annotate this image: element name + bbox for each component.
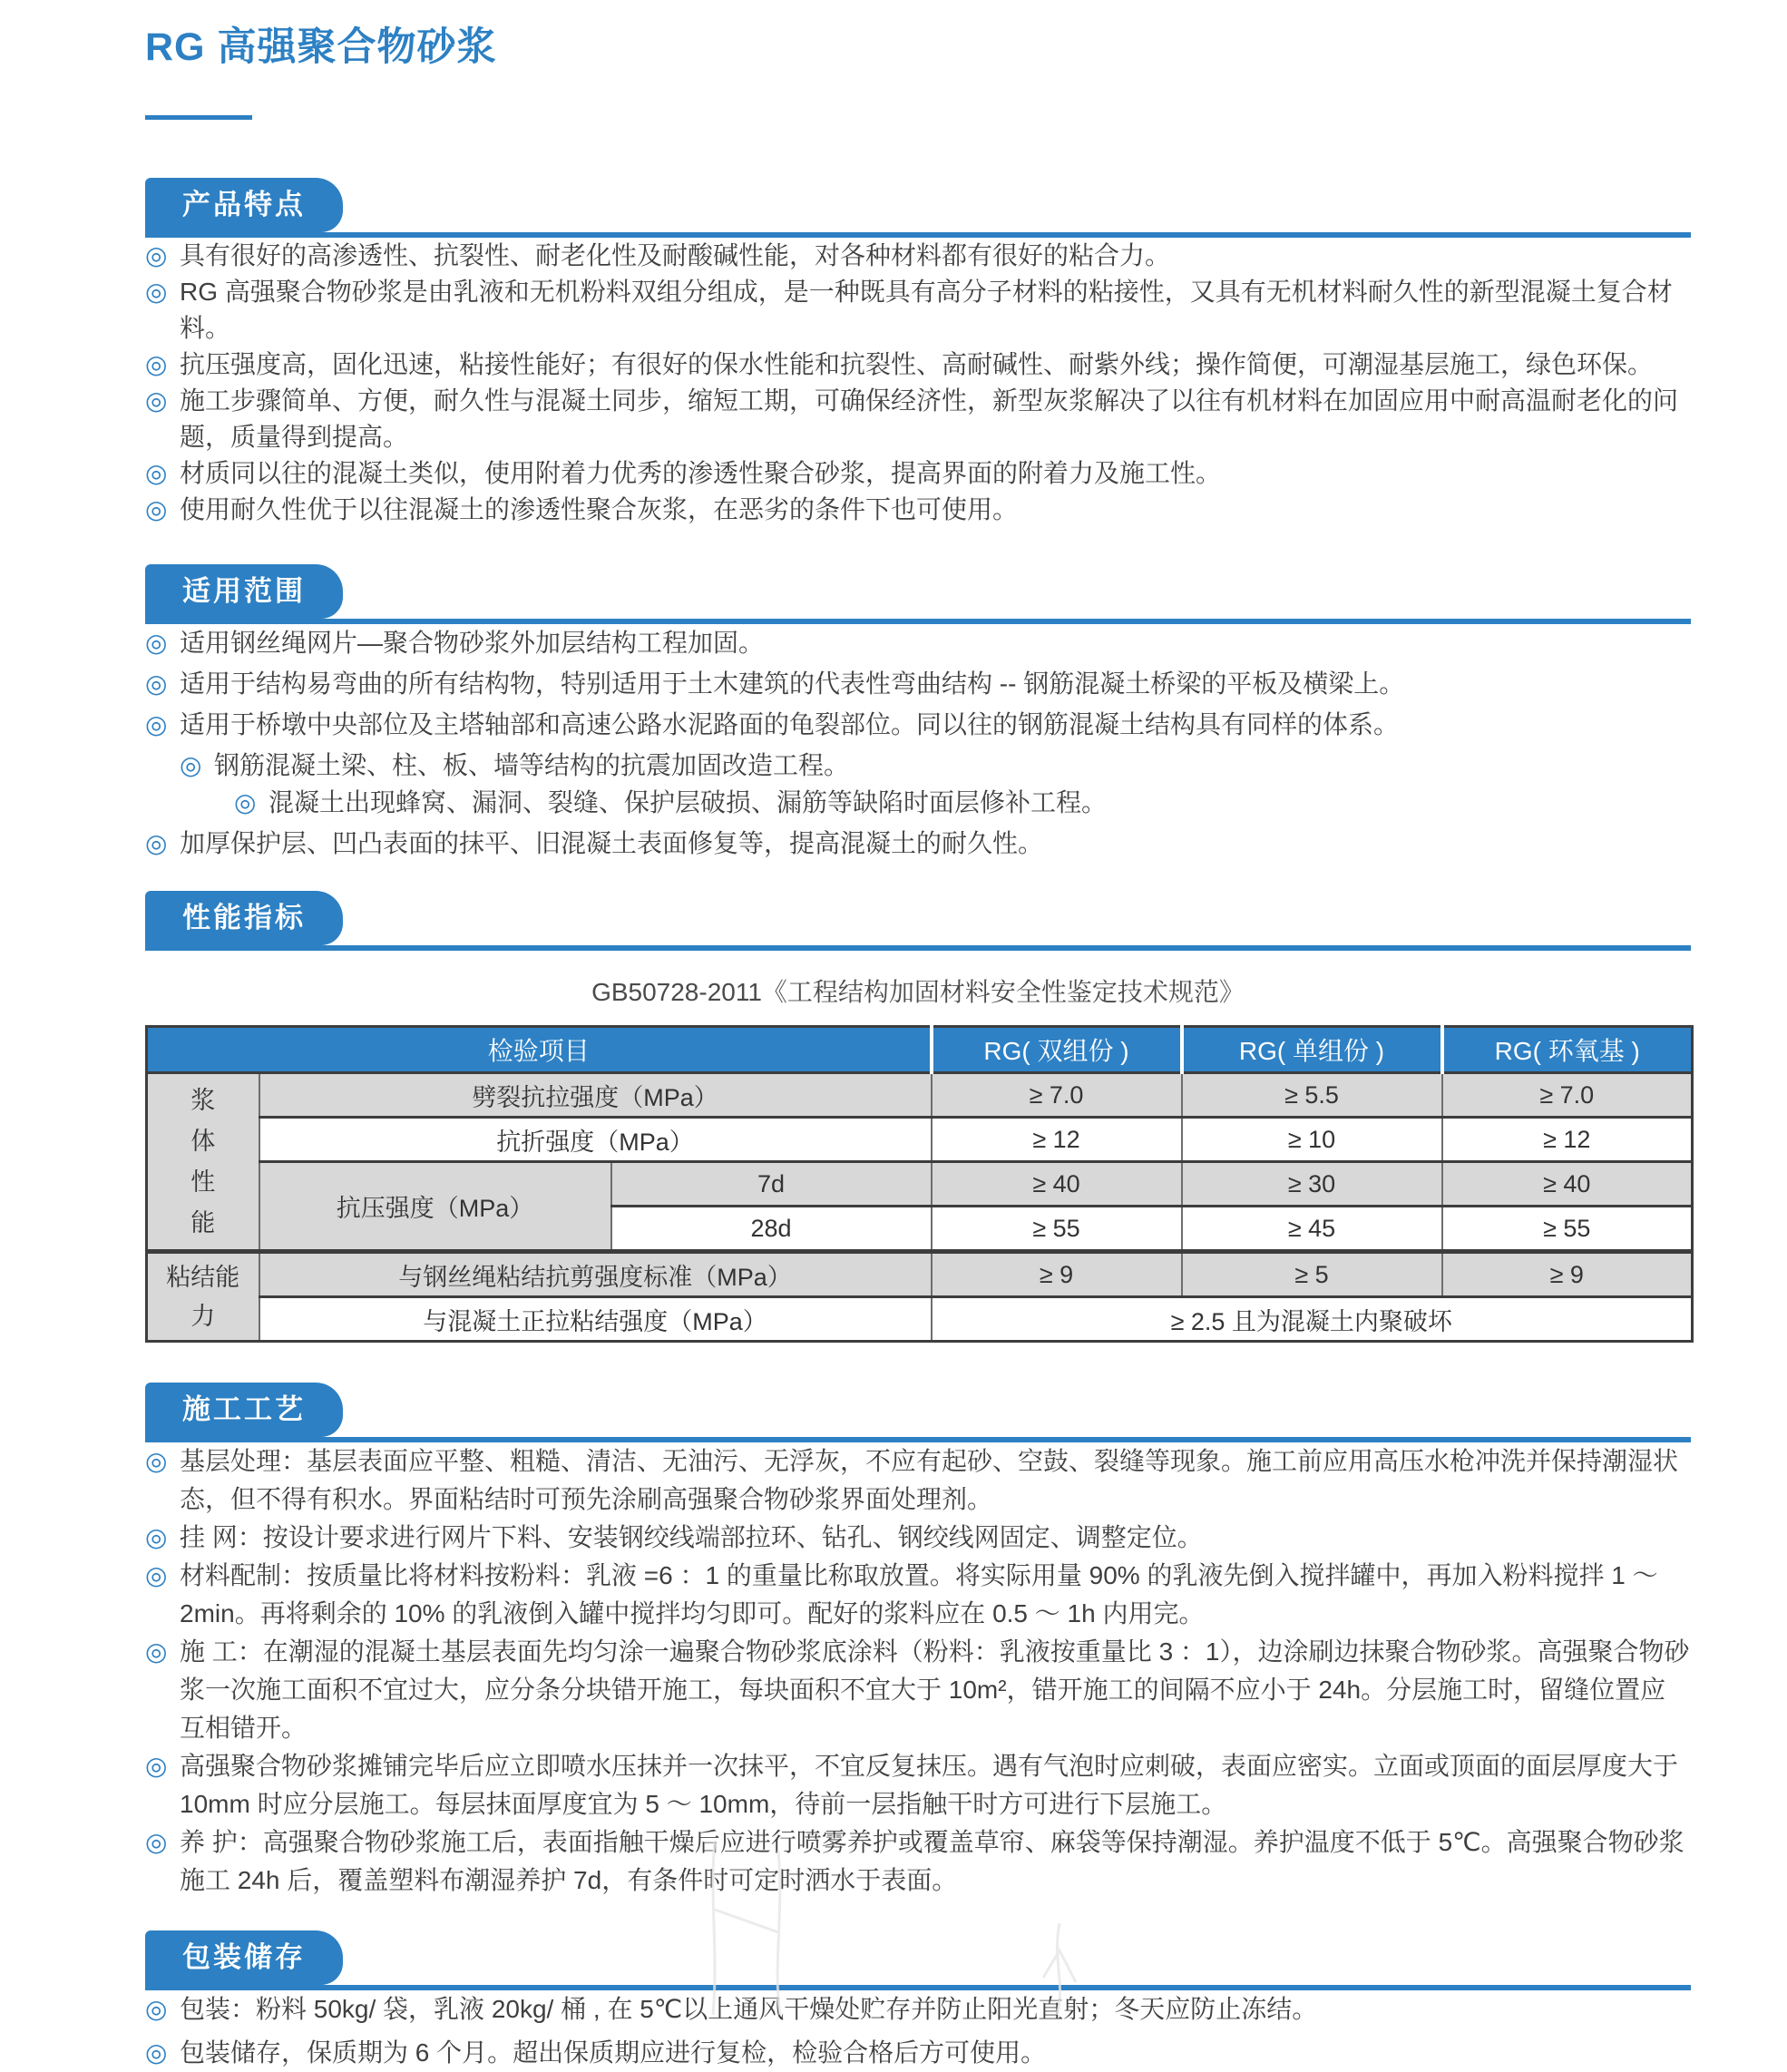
packaging-item	[145, 1990, 1691, 2028]
scope-item	[145, 706, 1691, 743]
bullet-icon: ◎	[180, 751, 202, 779]
value-cell: ≥ 12	[1442, 1118, 1693, 1162]
scope-item-text: 适用于结构易弯曲的所有结构物，特别适用于土木建筑的代表性弯曲结构 -- 钢筋混凝土桥梁的平板及横梁上。	[180, 669, 1405, 698]
table-row-shear-steel-rope	[147, 1252, 1693, 1297]
row-label: 劈裂抗拉强度（MPa）	[259, 1073, 932, 1118]
feature-item-text: 施工步骤简单、方便，耐久性与混凝土同步，缩短工期，可确保经济性，新型灰浆解决了以往有机材料在加固应用中耐高温耐老化的问题，质量得到提高。	[180, 386, 1679, 451]
section-rule	[145, 178, 1691, 238]
packaging-item-text: 包装储存，保质期为 6 个月。超出保质期应进行复检，检验合格后方可使用。	[180, 2038, 1047, 2067]
value-cell: ≥ 9	[932, 1252, 1182, 1297]
section-packaging	[145, 1930, 1691, 2072]
value-cell: ≥ 55	[932, 1207, 1182, 1252]
title-underline	[145, 115, 252, 120]
bullet-icon: ◎	[145, 669, 168, 698]
construction-item	[145, 1519, 1691, 1557]
section-heading-tab: 适用范围	[145, 564, 343, 619]
construction-list	[145, 1442, 1691, 1900]
packaging-list	[145, 1990, 1691, 2072]
bullet-icon: ◎	[145, 1828, 168, 1856]
performance-table	[145, 1025, 1694, 1343]
value-cell: ≥ 7.0	[932, 1073, 1182, 1118]
features-list	[145, 238, 1691, 528]
bullet-icon: ◎	[234, 788, 257, 816]
section-heading-tab: 施工工艺	[145, 1383, 343, 1437]
construction-item	[145, 1633, 1691, 1747]
feature-item	[145, 455, 1691, 492]
row-sublabel-28d: 28d	[611, 1207, 932, 1252]
value-cell-merged: ≥ 2.5 且为混凝土内聚破坏	[932, 1297, 1693, 1342]
section-rule	[145, 564, 1691, 624]
bullet-icon: ◎	[145, 829, 168, 857]
value-cell: ≥ 5	[1182, 1252, 1442, 1297]
row-sublabel-7d: 7d	[611, 1162, 932, 1207]
row-label: 抗折强度（MPa）	[259, 1118, 932, 1162]
scope-item-text: 混凝土出现蜂窝、漏洞、裂缝、保护层破损、漏筋等缺陷时面层修补工程。	[269, 788, 1108, 816]
feature-item	[145, 238, 1691, 274]
bullet-icon: ◎	[145, 241, 168, 269]
section-construction	[145, 1383, 1691, 1900]
bullet-icon: ◎	[145, 1995, 168, 2023]
table-row-flexural	[147, 1118, 1693, 1162]
construction-item-text: 挂 网：按设计要求进行网片下料、安装钢绞线端部拉环、钻孔、钢绞线网固定、调整定位。	[180, 1523, 1203, 1551]
value-cell: ≥ 12	[932, 1118, 1182, 1162]
bullet-icon: ◎	[145, 629, 168, 657]
value-cell: ≥ 40	[932, 1162, 1182, 1207]
bullet-icon: ◎	[145, 1561, 168, 1589]
construction-item-text: 养 护：高强聚合物砂浆施工后，表面指触干燥后应进行喷雾养护或覆盖草帘、麻袋等保持潮湿。养护温度不低于 5℃。高强聚合物砂浆施工 24h 后，覆盖塑料布潮湿养护 7d，有条件时可定时洒水于表面。	[180, 1828, 1684, 1894]
section-performance	[145, 891, 1691, 1343]
construction-item-text: 材料配制：按质量比将材料按粉料：乳液 =6 ：1 的重量比称取放置。将实际用量 90% 的乳液先倒入搅拌罐中，再加入粉料搅拌 1 ～ 2min。再将剩余的 10% 的乳液倒入罐中搅拌均匀即可。配好的浆料应在 0.5 ～ 1h 内用完。	[180, 1561, 1658, 1627]
scope-item-text: 适用钢丝绳网片—聚合物砂浆外加层结构工程加固。	[180, 629, 765, 657]
scope-item	[145, 624, 1691, 661]
bullet-icon: ◎	[145, 1752, 168, 1780]
table-row-compressive-7d	[147, 1162, 1693, 1207]
scope-list	[145, 624, 1691, 862]
value-cell: ≥ 9	[1442, 1252, 1693, 1297]
construction-item-text: 基层处理：基层表面应平整、粗糙、清洁、无油污、无浮灰，不应有起砂、空鼓、裂缝等现象。施工前应用高压水枪冲洗并保持潮湿状态，但不得有积水。界面粘结时可预先涂刷高强聚合物砂浆界面处理剂。	[180, 1447, 1679, 1513]
value-cell: ≥ 5.5	[1182, 1073, 1442, 1118]
feature-item	[145, 383, 1691, 455]
row-label-compressive: 抗压强度（MPa）	[259, 1162, 611, 1252]
value-cell: ≥ 55	[1442, 1207, 1693, 1252]
row-group-bonding-capacity: 粘结能力	[147, 1252, 259, 1342]
bullet-icon: ◎	[145, 459, 168, 487]
section-scope	[145, 564, 1691, 862]
bullet-icon: ◎	[145, 386, 168, 415]
performance-standard-caption: GB50728-2011《工程结构加固材料安全性鉴定技术规范》	[591, 978, 1245, 1006]
construction-item-text: 施 工：在潮湿的混凝土基层表面先均匀涂一遍聚合物砂浆底涂料（粉料：乳液按重量比 3 ：1），边涂刷边抹聚合物砂浆。高强聚合物砂浆一次施工面积不宜过大，应分条分块错开施工，每块面积不宜大于 10m²，错开施工的间隔不应小于 24h。分层施工时，留缝位置应互相错开。	[180, 1637, 1690, 1742]
construction-item	[145, 1557, 1691, 1633]
feature-item-text: 抗压强度高，固化迅速，粘接性能好；有很好的保水性能和抗裂性、高耐碱性、耐紫外线；操作简便，可潮湿基层施工，绿色环保。	[180, 350, 1654, 378]
construction-item	[145, 1747, 1691, 1823]
feature-item	[145, 274, 1691, 347]
value-cell: ≥ 30	[1182, 1162, 1442, 1207]
feature-item-text: RG 高强聚合物砂浆是由乳液和无机粉料双组分组成，是一种既具有高分子材料的粘接性，又具有无机材料耐久性的新型混凝土复合材料。	[180, 278, 1673, 342]
construction-item	[145, 1823, 1691, 1900]
scope-item	[234, 784, 1107, 821]
feature-item	[145, 347, 1691, 383]
value-cell: ≥ 40	[1442, 1162, 1693, 1207]
scope-item	[145, 825, 1691, 862]
section-heading-tab: 性能指标	[145, 891, 343, 945]
bullet-icon: ◎	[145, 1523, 168, 1551]
page-title: RG 高强聚合物砂浆	[145, 25, 497, 69]
scope-item-pair	[145, 747, 1691, 821]
value-cell: ≥ 45	[1182, 1207, 1442, 1252]
table-header-rg-one-component: RG( 单组份 )	[1182, 1027, 1442, 1073]
table-header-rg-two-component: RG( 双组份 )	[932, 1027, 1182, 1073]
row-label: 与混凝土正拉粘结强度（MPa）	[259, 1297, 932, 1342]
feature-item-text: 材质同以往的混凝土类似，使用附着力优秀的渗透性聚合砂浆，提高界面的附着力及施工性。	[180, 459, 1222, 487]
table-header-item: 检验项目	[147, 1027, 932, 1073]
scope-item-text: 适用于桥墩中央部位及主塔轴部和高速公路水泥路面的龟裂部位。同以往的钢筋混凝土结构具有同样的体系。	[180, 710, 1400, 738]
scope-item	[180, 747, 849, 784]
bullet-icon: ◎	[145, 2038, 168, 2067]
row-group-slurry-properties: 浆体性能	[147, 1073, 259, 1252]
value-cell: ≥ 7.0	[1442, 1073, 1693, 1118]
bullet-icon: ◎	[145, 350, 168, 378]
construction-item	[145, 1442, 1691, 1519]
section-features	[145, 178, 1691, 528]
section-rule	[145, 1383, 1691, 1442]
table-row-tensile-bond-concrete	[147, 1297, 1693, 1342]
value-cell: ≥ 10	[1182, 1118, 1442, 1162]
packaging-item-text: 包装：粉料 50kg/ 袋，乳液 20kg/ 桶 , 在 5℃以上通风干燥处贮存并防止阳光直射；冬天应防止冻结。	[180, 1995, 1318, 2023]
section-heading-tab: 包装储存	[145, 1930, 343, 1985]
bullet-icon: ◎	[145, 1447, 168, 1475]
scope-item-text: 钢筋混凝土梁、柱、板、墙等结构的抗震加固改造工程。	[214, 751, 850, 779]
section-rule	[145, 1930, 1691, 1990]
bullet-icon: ◎	[145, 1637, 168, 1666]
feature-item	[145, 492, 1691, 528]
section-heading-tab: 产品特点	[145, 178, 343, 232]
table-header-row	[147, 1027, 1693, 1073]
bullet-icon: ◎	[145, 495, 168, 523]
scope-item	[145, 665, 1691, 702]
section-rule	[145, 891, 1691, 951]
row-label: 与钢丝绳粘结抗剪强度标准（MPa）	[259, 1252, 932, 1297]
bullet-icon: ◎	[145, 710, 168, 738]
table-row-split-tensile	[147, 1073, 1693, 1118]
scope-item-text: 加厚保护层、凹凸表面的抹平、旧混凝土表面修复等，提高混凝土的耐久性。	[180, 829, 1044, 857]
construction-item-text: 高强聚合物砂浆摊铺完毕后应立即喷水压抹并一次抹平，不宜反复抹压。遇有气泡时应刺破，表面应密实。立面或顶面的面层厚度大于 10mm 时应分层施工。每层抹面厚度宜为 5 ～ 10mm，待前一层指触干时方可进行下层施工。	[180, 1752, 1679, 1818]
table-header-rg-epoxy: RG( 环氧基 )	[1442, 1027, 1693, 1073]
feature-item-text: 使用耐久性优于以往混凝土的渗透性聚合灰浆，在恶劣的条件下也可使用。	[180, 495, 1019, 523]
feature-item-text: 具有很好的高渗透性、抗裂性、耐老化性及耐酸碱性能，对各种材料都有很好的粘合力。	[180, 241, 1171, 269]
bullet-icon: ◎	[145, 278, 168, 306]
packaging-item	[145, 2034, 1691, 2072]
